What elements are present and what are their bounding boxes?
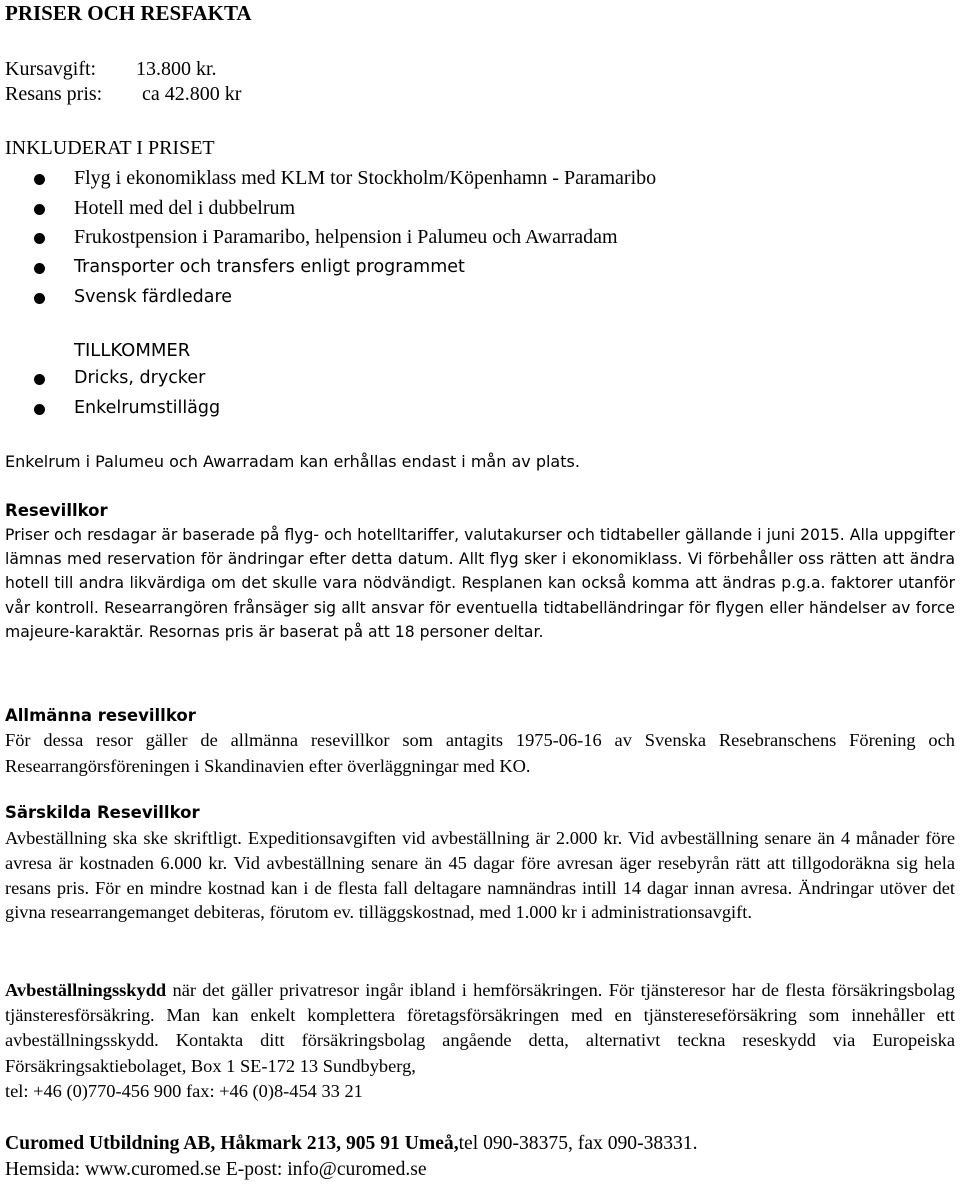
- list-item-text: Enkelrumstillägg: [74, 397, 221, 418]
- list-item-text: Frukostpension i Paramaribo, helpension i Palumeu och Awarradam: [74, 226, 618, 249]
- included-list: [5, 164, 656, 312]
- price-block: [5, 57, 241, 107]
- list-item-text: Hotell med del i dubbelrum: [74, 196, 296, 219]
- list-item: [5, 394, 220, 424]
- list-item: [5, 223, 656, 253]
- course-fee-value: 13.800 kr.: [136, 58, 217, 80]
- bullet-icon: [34, 293, 45, 304]
- document-title: PRISER OCH RESFAKTA: [5, 1, 252, 25]
- list-item: [5, 283, 656, 313]
- cancellation-text: när det gäller privatresor ingår ibland i hemförsäkringen. För tjänsteresor har de flesta försäkringsbolag tjänsteresförsäkring. Man kan enkelt komplettera företagsförsäkringen med en tjänstereseförsäkring som innehåller ett avbeställningsskydd. Kontakta ditt försäkringsbolag angående detta, alternativt teckna reseskydd via Europeiska Försäkringsaktiebolaget, Box 1 SE-172 13 Sundbyberg,: [5, 980, 955, 1076]
- footer-web-email: Hemsida: www.curomed.se E-post: info@curomed.se: [5, 1159, 427, 1180]
- trip-price-row: [5, 82, 241, 107]
- list-item: [5, 164, 656, 194]
- single-room-note: Enkelrum i Palumeu och Awarradam kan erhållas endast i mån av plats.: [5, 452, 580, 471]
- list-item-text: Flyg i ekonomiklass med KLM tor Stockholm/Köpenhamn - Paramaribo: [74, 167, 657, 189]
- list-item-text: Transporter och transfers enligt programmet: [74, 257, 465, 278]
- bullet-icon: [34, 374, 45, 385]
- bullet-icon: [34, 174, 45, 185]
- special-terms-body: Avbeställning ska ske skriftligt. Expeditionsavgiften vid avbeställning är 2.000 kr. Vid avbeställning senare än 4 månader före avresa är kostnaden 6.000 kr. Vid avbeställning senare än 45 dagar före avresan äger resebyrån rätt att tillgodoräkna sig hela resans pris. För en mindre kostnad kan i de flesta fall deltagare namnändras intill 14 dagar innan avresa. Ändringar utöver det givna researrangemanget debiteras, förutom ev. tilläggskostnad, med 1.000 kr i administrationsavgift.: [5, 828, 955, 923]
- bullet-icon: [34, 204, 45, 215]
- travel-terms-body: Priser och resdagar är baserade på flyg- och hotelltariffer, valutakurser och tidtabeller gällande i juni 2015. Alla uppgifter lämnas med reservation för ändringar efter detta datum. Allt flyg sker i ekonomiklass. Vi förbehåller oss rätten att ändra hotell till andra likvärdiga om det skulle vara nödvändigt. Resplanen kan också komma att ändras p.g.a. faktorer utanför vår kontroll. Researrangören frånsäger sig allt ansvar för eventuella tidtabelländringar för flygen eller händelser av force majeure-karaktär. Resornas pris är baserat på att 18 personer deltar.: [5, 526, 955, 641]
- cancellation-term: Avbeställningsskydd: [5, 980, 167, 1000]
- list-item: [5, 253, 656, 283]
- list-item-text: Svensk färdledare: [74, 286, 233, 307]
- general-terms-body: För dessa resor gäller de allmänna resevillkor som antagits 1975-06-16 av Svenska Resebranschens Förening och Researrangörsföreningen i Skandinavien efter överläggningar med KO.: [5, 730, 955, 776]
- course-fee-label: Kursavgift:: [5, 58, 97, 80]
- bullet-icon: [34, 233, 45, 244]
- list-item-text: Dricks, drycker: [74, 368, 206, 388]
- bullet-icon: [34, 263, 45, 274]
- cancellation-section: [5, 978, 955, 1104]
- trip-price-label: Resans pris:: [5, 83, 103, 105]
- footer: [5, 1131, 955, 1183]
- footer-company-line: [5, 1131, 955, 1157]
- special-terms-heading: Särskilda Resevillkor: [5, 803, 200, 822]
- general-terms-heading: Allmänna resevillkor: [5, 706, 196, 725]
- company-name-address: Curomed Utbildning AB, Håkmark 213, 905 91 Umeå,: [5, 1133, 459, 1154]
- included-heading: INKLUDERAT I PRISET: [5, 137, 215, 159]
- company-phone-fax: tel 090-38375, fax 090-38331.: [458, 1133, 698, 1154]
- list-item: [5, 364, 220, 394]
- cancellation-paragraph: [5, 978, 955, 1079]
- travel-terms-heading: Resevillkor: [5, 501, 108, 520]
- course-fee-row: [5, 57, 241, 82]
- extra-heading: TILLKOMMER: [74, 340, 191, 361]
- insurance-contact: tel: +46 (0)770-456 900 fax: +46 (0)8-454 33 21: [5, 1080, 363, 1101]
- trip-price-value: ca 42.800 kr: [142, 83, 242, 105]
- bullet-icon: [34, 404, 45, 415]
- list-item: [5, 194, 656, 224]
- extra-list: [5, 364, 220, 423]
